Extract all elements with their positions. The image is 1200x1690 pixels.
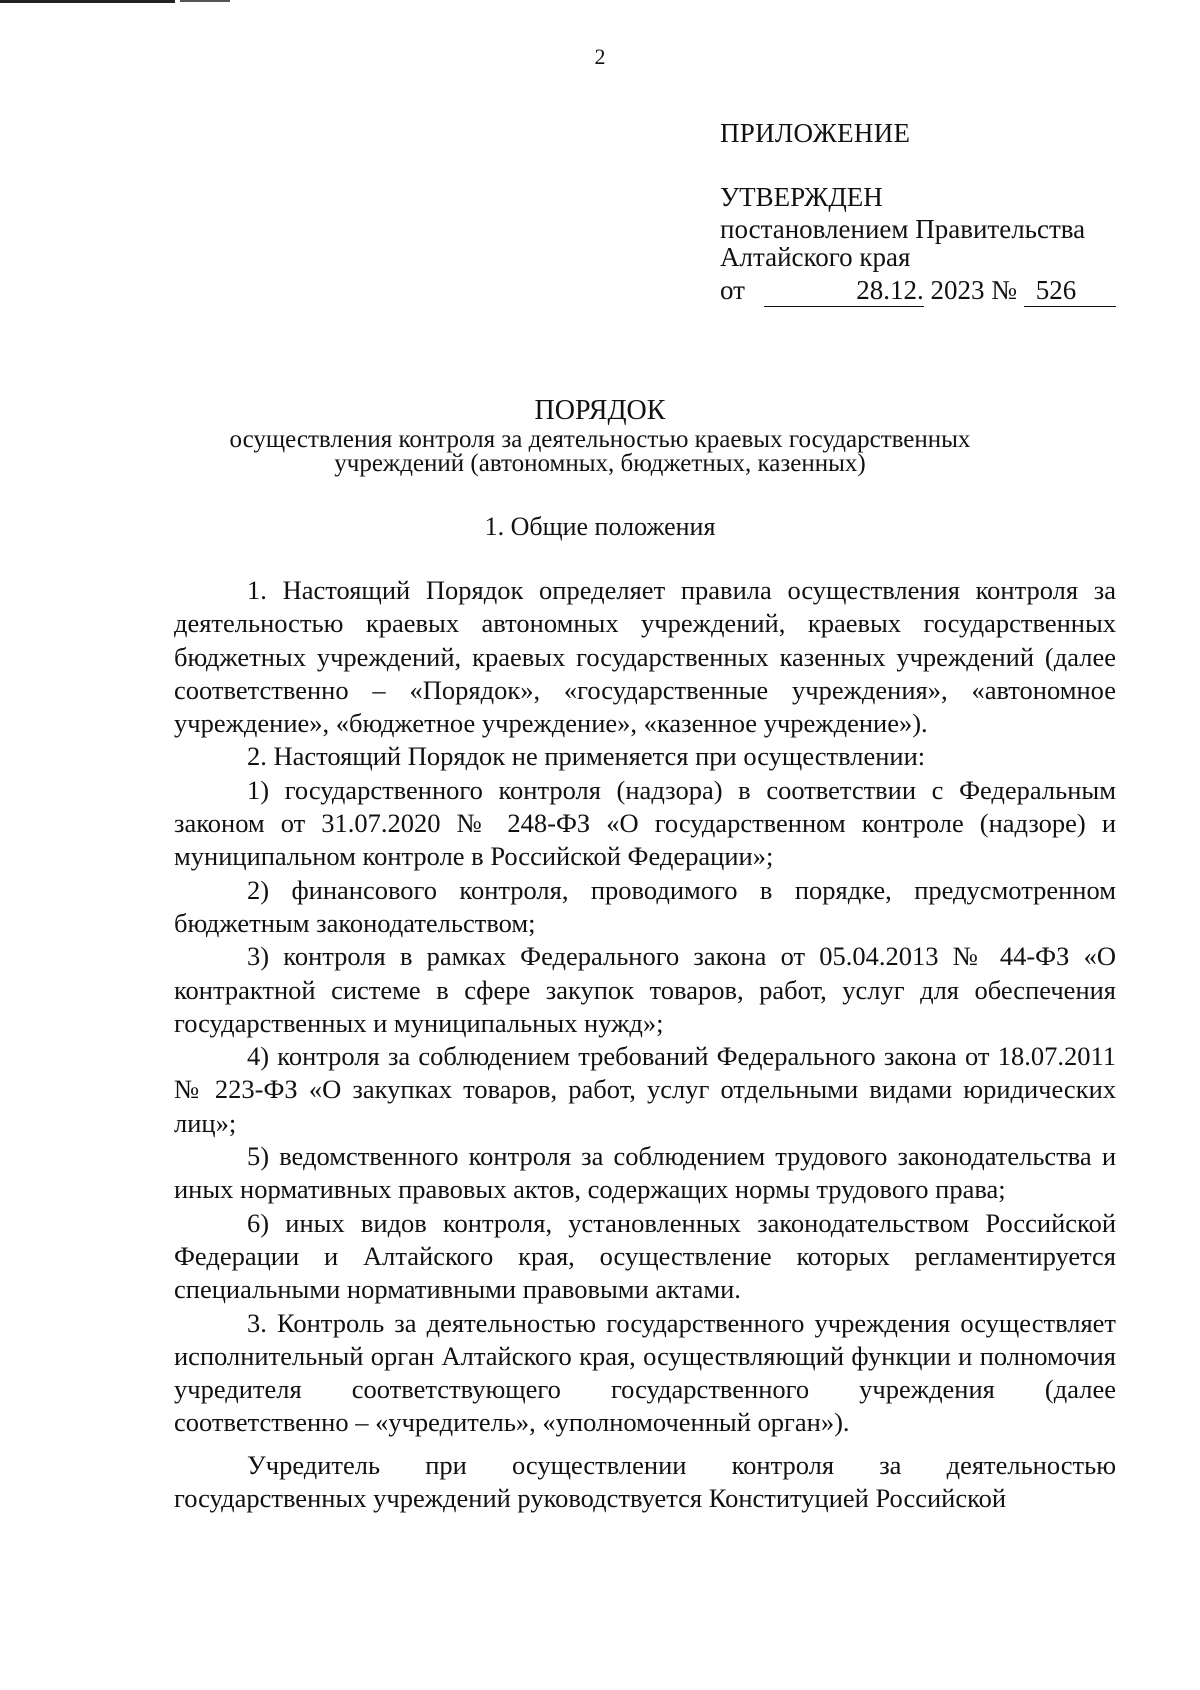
document-subtitle-line-1: осуществления контроля за деятельностью краевых государственных — [229, 426, 971, 453]
resolution-number-field — [1024, 275, 1116, 307]
document-subtitle-line-2: учреждений (автономных, бюджетных, казенных) — [334, 450, 866, 477]
approval-date-line — [720, 275, 1116, 307]
page-number: 2 — [594, 44, 606, 69]
document-title: ПОРЯДОК — [534, 395, 666, 426]
scan-edge-mark — [0, 0, 175, 3]
list-item-1: 1) государственного контроля (надзора) в соответствии с Федеральным законом от 31.07.2020 № 248-ФЗ «О государственном контроле (надзоре) и муниципальном контроле в Российской Федерации»; — [174, 774, 1116, 872]
approval-date: 28.12. — [856, 275, 924, 305]
list-item-3: 3) контроля в рамках Федерального закона от 05.04.2013 № 44-ФЗ «О контрактной системе в сфере закупок товаров, работ, услуг для обеспечения государственных и муниципальных нужд»; — [174, 941, 1116, 1038]
scan-edge-mark — [180, 0, 230, 2]
list-item-5: 5) ведомственного контроля за соблюдением трудового законодательства и иных нормативных правовых актов, содержащих нормы трудового права; — [174, 1141, 1116, 1205]
from-label: от — [720, 275, 745, 305]
approved-by-region: Алтайского края — [720, 242, 911, 272]
list-item-4: 4) контроля за соблюдением требований Федерального закона от 18.07.2011 № 223-ФЗ «О закупках товаров, работ, услуг отдельными видами юридических лиц»; — [174, 1041, 1116, 1138]
approval-date-field — [764, 275, 924, 307]
number-sign: № — [991, 275, 1017, 305]
approved-label: УТВЕРЖДЕН — [720, 182, 883, 212]
paragraph-4: Учредитель при осуществлении контроля за деятельностью государственных учреждений руководствуется Конституцией Российской — [174, 1449, 1116, 1514]
appendix-label: ПРИЛОЖЕНИЕ — [720, 118, 911, 148]
paragraph-1: 1. Настоящий Порядок определяет правила осуществления контроля за деятельностью краевых автономных учреждений, краевых государственных бюджетных учреждений, краевых государственных казенных учреждений (далее соответственно – «Порядок», «государственные учреждения», «автономное учреждение», «бюджетное учреждение», «казенное учреждение»). — [174, 575, 1116, 739]
paragraph-2: 2. Настоящий Порядок не применяется при осуществлении: — [247, 741, 926, 772]
approved-by-line: постановлением Правительства — [720, 214, 1086, 244]
section-heading: 1. Общие положения — [484, 512, 716, 541]
paragraph-3: 3. Контроль за деятельностью государственного учреждения осуществляет исполнительный орган Алтайского края, осуществляющий функции и полномочия учредителя соответствующего государственного учреждения (далее соответственно – «учредитель», «уполномоченный орган»). — [174, 1307, 1116, 1438]
approval-year: 2023 — [930, 275, 985, 305]
list-item-6: 6) иных видов контроля, установленных законодательством Российской Федерации и Алтайского края, осуществление которых регламентируется специальными нормативными правовыми актами. — [174, 1207, 1116, 1305]
document-body — [174, 574, 1116, 1515]
list-item-2: 2) финансового контроля, проводимого в порядке, предусмотренном бюджетным законодательством; — [174, 874, 1116, 938]
resolution-number: 526 — [1035, 275, 1077, 305]
